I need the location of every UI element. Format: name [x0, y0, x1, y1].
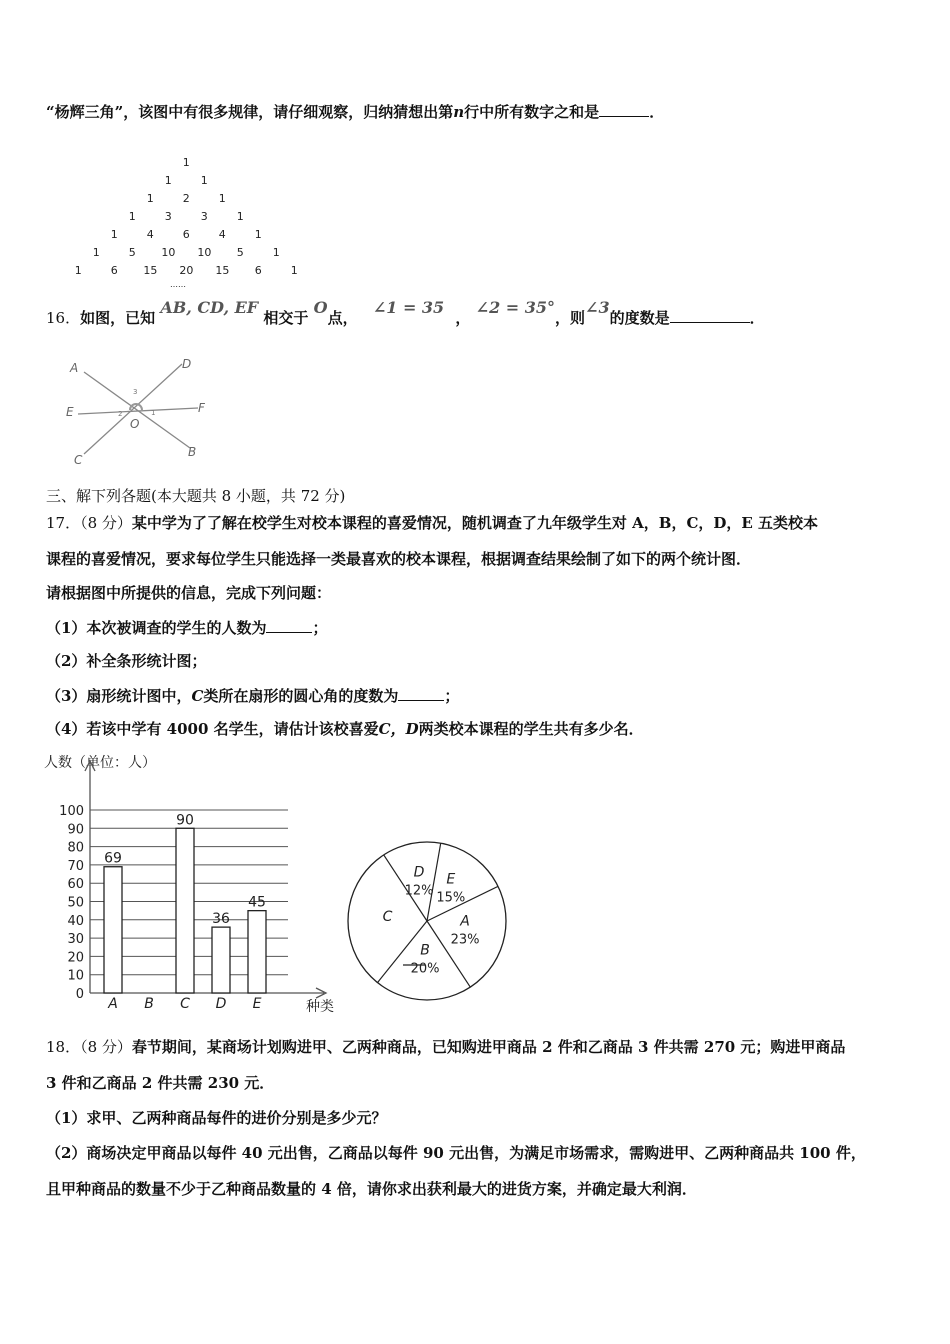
triangle-number: 15 [143, 264, 158, 277]
bar-C [176, 828, 194, 993]
pie-slice-value: 15% [436, 890, 466, 906]
q17-part2: （2）补全条形统计图； [46, 652, 207, 670]
q16-angle2-expr: ∠2 = 35° [475, 298, 556, 317]
pie-slice-value: 23% [450, 932, 480, 948]
pie-divider [427, 921, 470, 987]
triangle-number: 1 [146, 192, 154, 205]
bar-category-label: D [215, 996, 227, 1012]
q17-p3-blank [398, 684, 444, 701]
triangle-number: 1 [236, 210, 244, 223]
label-angle1: 1 [151, 409, 156, 417]
triangle-number: 1 [92, 246, 100, 259]
triangle-ellipsis: …… [170, 280, 186, 289]
q18-line2: 3 件和乙商品 2 件共需 230 元． [46, 1074, 275, 1092]
label-angle3: 3 [133, 388, 138, 396]
bar-ylabel: 人数（单位：人） [44, 755, 156, 771]
line-ab [84, 372, 190, 448]
bar-y-tick: 80 [67, 840, 84, 856]
line-ef [78, 408, 198, 414]
q16-point-expr: O [313, 298, 328, 317]
triangle-number: 6 [110, 264, 118, 277]
bar-category-label: A [108, 996, 118, 1012]
bar-category-label: B [144, 996, 154, 1012]
q17-part4: （4）若该中学有 4000 名学生，请估计该校喜爱C，D两类校本课程的学生共有多少名． [46, 720, 644, 738]
label-e: E [66, 405, 74, 419]
label-b: B [188, 445, 197, 459]
pie-chart [345, 840, 510, 1005]
q17-part1: （1）本次被调查的学生的人数为 ； [46, 616, 327, 639]
bar-y-tick: 40 [67, 913, 84, 929]
q16-answer-blank [670, 306, 750, 323]
triangle-number: 4 [146, 228, 154, 241]
triangle-number: 10 [161, 246, 176, 259]
triangle-number: 6 [254, 264, 262, 277]
pie-divider [427, 843, 441, 921]
q17-p1-blank [266, 616, 312, 633]
bar-value-label: 90 [176, 812, 194, 829]
label-d: D [182, 357, 192, 371]
triangle-number: 1 [164, 174, 172, 187]
bar-value-label: 36 [212, 911, 230, 928]
q18-part2b: 且甲种商品的数量不少于乙种商品数量的 4 倍，请你求出获利最大的进货方案，并确定最大利润． [46, 1180, 697, 1198]
bar-y-tick: 10 [67, 968, 84, 984]
triangle-number: 10 [197, 246, 212, 259]
q15-text: “杨辉三角”，该图中有很多规律，请仔细观察，归纳猜想出第n行中所有数字之和是 ． [46, 100, 664, 123]
label-a: A [70, 361, 79, 375]
triangle-number: 6 [182, 228, 190, 241]
triangle-number: 1 [200, 174, 208, 187]
bar-value-label: 69 [104, 850, 122, 867]
pie-slice-label: D [413, 864, 425, 881]
triangle-number: 3 [164, 210, 172, 223]
bar-y-tick: 70 [67, 858, 84, 874]
triangle-number: 1 [182, 156, 190, 169]
bar-xlabel: 种类 [306, 999, 334, 1015]
pie-slice-value: 12% [404, 883, 434, 899]
q16-lines-expr: AB, CD, EF [160, 298, 259, 317]
triangle-number: 1 [110, 228, 118, 241]
q18-line1: 18．（8 分）春节期间，某商场计划购进甲、乙两种商品，已知购进甲商品 2 件和乙商品 3 件共需 270 元；购进甲商品 [46, 1038, 846, 1056]
bar-y-tick: 60 [67, 877, 84, 893]
triangle-number: 20 [179, 264, 194, 277]
triangle-number: 2 [182, 192, 190, 205]
bar-category-label: C [180, 996, 190, 1012]
label-angle2: 2 [118, 410, 123, 418]
bar-D [212, 927, 230, 993]
bar-chart [40, 745, 350, 1017]
bar-y-tick: 90 [67, 822, 84, 838]
q16-text: 16．如图，已知 AB, CD, EF 相交于 O点， ∠1 = 35 ， ∠2 = 35°，则∠3的度数是 ． [46, 298, 765, 327]
section3-title: 三、解下列各题(本大题共 8 小题，共 72 分) [46, 487, 346, 505]
pie-slice-label: C [382, 909, 393, 926]
q17-line3: 请根据图中所提供的信息，完成下列问题： [46, 584, 332, 602]
bar-A [104, 867, 122, 993]
bar-y-tick: 0 [75, 987, 84, 1002]
triangle-number: 1 [290, 264, 298, 277]
triangle-number: 5 [128, 246, 136, 259]
label-c: C [74, 453, 83, 467]
triangle-number: 1 [272, 246, 280, 259]
triangle-number: 1 [254, 228, 262, 241]
bar-y-tick: 50 [67, 895, 84, 911]
q18-part1: （1）求甲、乙两种商品每件的进价分别是多少元？ [46, 1109, 387, 1127]
q17-line1: 17．（8 分）某中学为了了解在校学生对校本课程的喜爱情况，随机调查了九年级学生对 A，B，C，D，E 五类校本 [46, 514, 819, 532]
bar-y-tick: 20 [67, 950, 84, 966]
q15-answer-blank [599, 100, 649, 117]
triangle-number: 1 [218, 192, 226, 205]
bar-category-label: E [252, 996, 262, 1012]
triangle-number: 4 [218, 228, 226, 241]
triangle-number: 1 [74, 264, 82, 277]
triangle-number: 1 [128, 210, 136, 223]
pie-slice-label: A [460, 913, 470, 930]
pie-slice-label: B [420, 942, 430, 959]
triangle-number: 15 [215, 264, 230, 277]
triangle-number: 3 [200, 210, 208, 223]
bar-y-tick: 100 [59, 804, 84, 819]
q17-line2: 课程的喜爱情况，要求每位学生只能选择一类最喜欢的校本课程，根据调查结果绘制了如下的两个统计图． [46, 550, 752, 568]
bar-y-tick: 30 [67, 932, 84, 948]
pie-slice-value: 20% [410, 961, 440, 977]
q17-part3: （3）扇形统计图中，C类所在扇形的圆心角的度数为 ； [46, 684, 459, 707]
pie-slice-label: E [446, 871, 456, 888]
q16-angle1-expr: ∠1 = 35 [372, 298, 445, 317]
bar-E [248, 911, 266, 993]
q16-figure [60, 350, 220, 470]
label-f: F [198, 401, 205, 415]
bar-value-label: 45 [248, 894, 266, 911]
q16-angle3-expr: ∠3 [585, 298, 610, 317]
label-o: O [130, 417, 140, 431]
q18-part2a: （2）商场决定甲商品以每件 40 元出售，乙商品以每件 90 元出售，为满足市场需求，需购进甲、乙两种商品共 100 件， [46, 1144, 866, 1162]
triangle-number: 5 [236, 246, 244, 259]
